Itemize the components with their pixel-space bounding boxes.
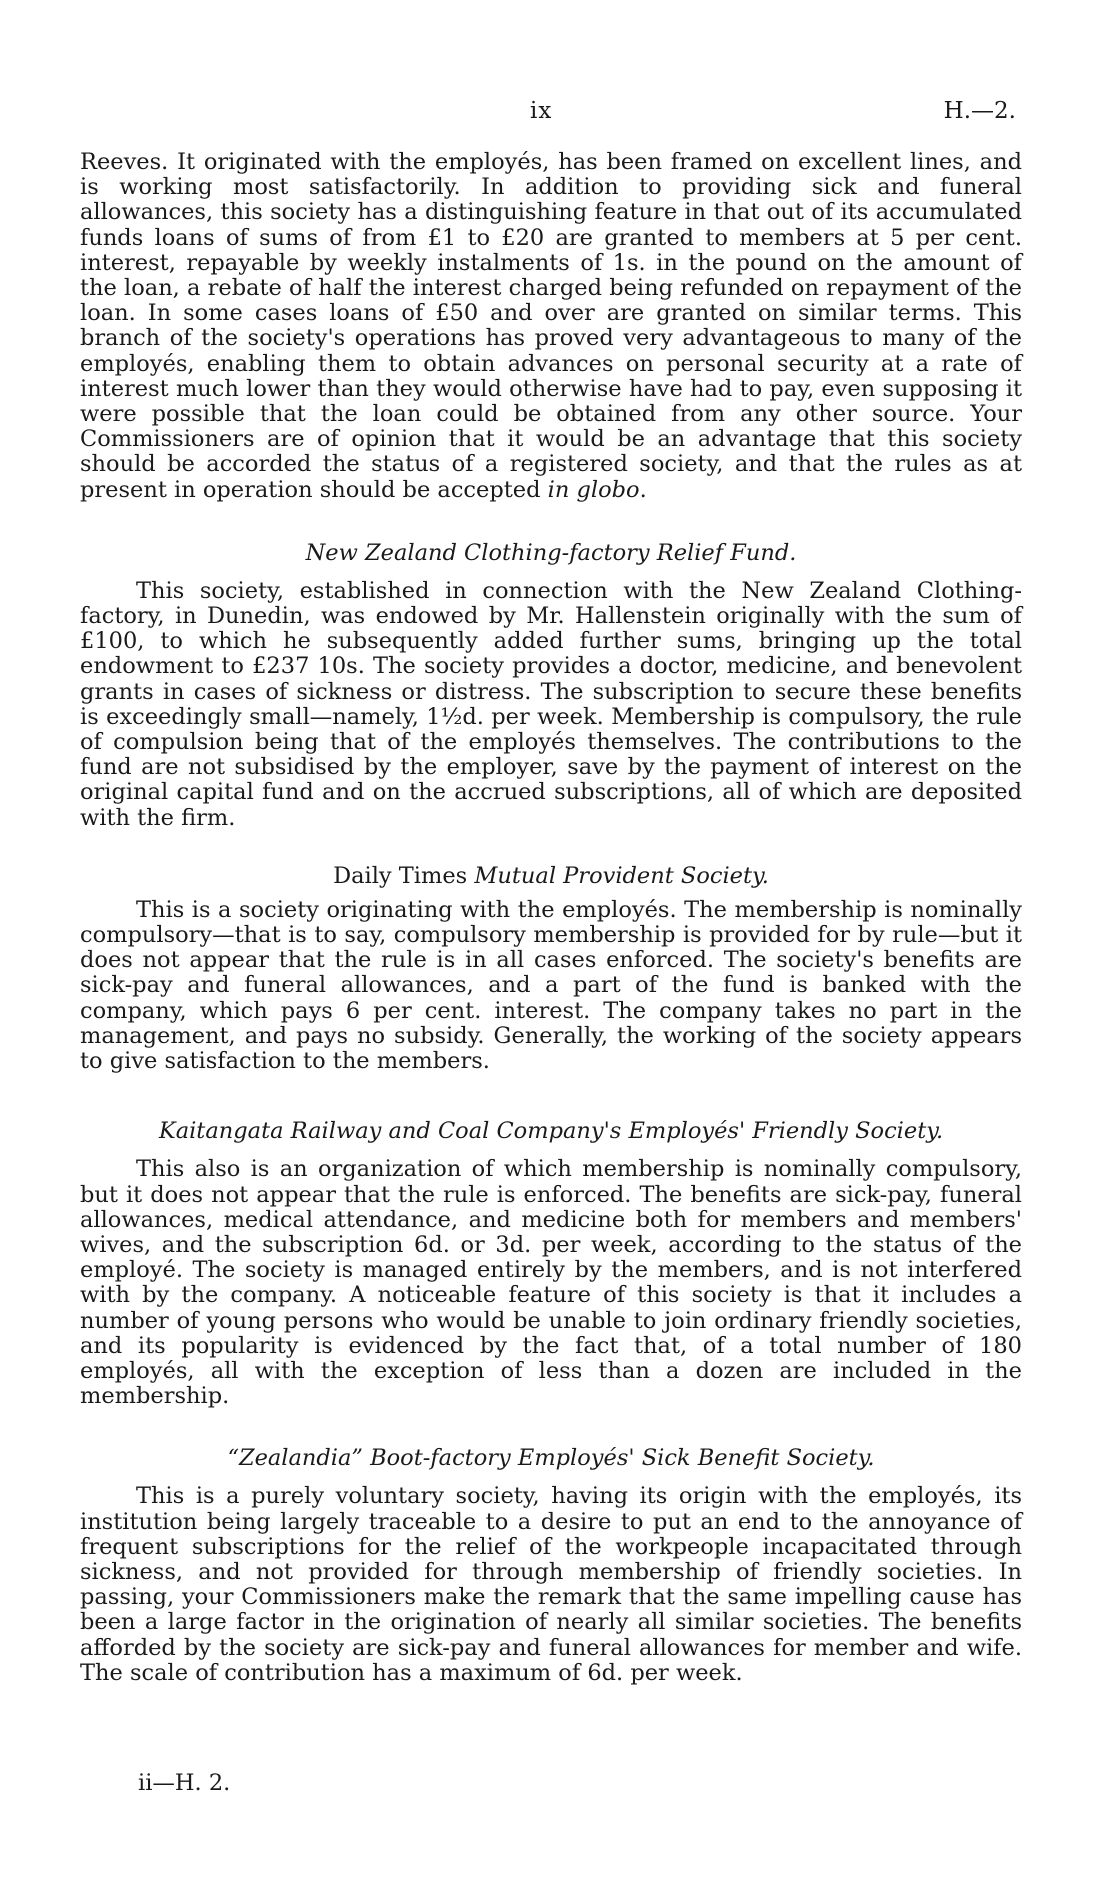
document-reference: H.—2.	[943, 98, 1016, 124]
paragraph-end: .	[639, 476, 647, 503]
paragraph-text: Reeves. It originated with the employés, has been framed on excellent lines, and is working most satisfactorily. In addition to providing sick and funeral allowances, this society has a distinguishing feature in that out of its accumulated funds loans of sums of from £1 to £20 are granted to members at 5 per cent. interest, repayable by weekly instalments of 1s. in the pound on the amount of the loan, a rebate of half the interest charged being refunded on repayment of the loan. In some cases loans of £50 and over are granted on similar terms. This branch of the society's operations has proved very advantageous to many of the employés, enabling them to obtain advances on personal security at a rate of interest much lower than they would otherwise have had to pay, even supposing it were possible that the loan could be obtained from any other source. Your Commissioners are of opinion that it would be an advantage that this society should be accorded the status of a registered society, and that the rules as at present in operation should be accepted	[80, 149, 1022, 503]
footer-signature: ii—H. 2.	[138, 1770, 231, 1796]
heading-italic: Mutual Provident Society.	[474, 862, 769, 889]
paragraph-zealandia: This is a purely voluntary society, having its origin with the employés, its institution being largely traceable to a desire to put an end to the annoyance of frequent subscriptions for the relief of the workpeople incapacitated through sickness, and not provided for through membership of friendly societies. In passing, your Commissioners make the remark that the same impelling cause has been a large factor in the origination of nearly all similar societies. The benefits afforded by the society are sick-pay and funeral allowances for member and wife. The scale of contribution has a maximum of 6d. per week.	[80, 1483, 1022, 1686]
page-number: ix	[530, 98, 553, 124]
heading-plain: Daily Times	[333, 862, 475, 889]
section-heading-daily-times	[80, 863, 1022, 889]
section-heading-kaitangata	[80, 1118, 1022, 1144]
section-heading-clothing-factory	[80, 540, 1022, 566]
page-content	[80, 150, 1022, 1686]
page-header	[0, 90, 1114, 130]
paragraph-kaitangata: This also is an organization of which membership is nominally compulsory, but it does not appear that the rule is enforced. The benefits are sick-pay, funeral allowances, medical attendance, and medicine both for members and members' wives, and the subscription 6d. or 3d. per week, according to the status of the employé. The society is managed entirely by the members, and is not interfered with by the company. A noticeable feature of this society is that it includes a number of young persons who would be unable to join ordinary friendly societies, and its popularity is evidenced by the fact that, of a total number of 180 employés, all with the exception of less than a dozen are included in the membership.	[80, 1156, 1022, 1410]
heading-italic: New Zealand Clothing-factory Relief Fund.	[305, 539, 797, 566]
paragraph-reeves-society	[80, 150, 1022, 503]
paragraph-italic-phrase: in globo	[547, 476, 640, 503]
heading-italic: Kaitangata Railway and Coal Company's Employés' Friendly Society.	[158, 1118, 944, 1145]
heading-italic: “Zealandia” Boot-factory Employés' Sick Benefit Society.	[227, 1445, 875, 1472]
paragraph-daily-times: This is a society originating with the employés. The membership is nominally compulsory—that is to say, compulsory membership is provided for by rule—but it does not appear that the rule is in all cases enforced. The society's benefits are sick-pay and funeral allowances, and a part of the fund is banked with the company, which pays 6 per cent. interest. The company takes no part in the management, and pays no subsidy. Generally, the working of the society appears to give satisfaction to the members.	[80, 896, 1022, 1075]
paragraph-clothing-factory: This society, established in connection with the New Zealand Clothing-factory, in Dunedin, was endowed by Mr. Hallenstein originally with the sum of £100, to which he subsequently added further sums, bringing up the total endowment to £237 10s. The society provides a doctor, medicine, and benevolent grants in cases of sickness or distress. The subscription to secure these benefits is exceedingly small—namely, 1½d. per week. Membership is compulsory, the rule of compulsion being that of the employés themselves. The contributions to the fund are not subsidised by the employer, save by the payment of interest on the original capital fund and on the accrued subscriptions, all of which are deposited with the firm.	[80, 577, 1022, 831]
section-heading-zealandia	[80, 1445, 1022, 1471]
